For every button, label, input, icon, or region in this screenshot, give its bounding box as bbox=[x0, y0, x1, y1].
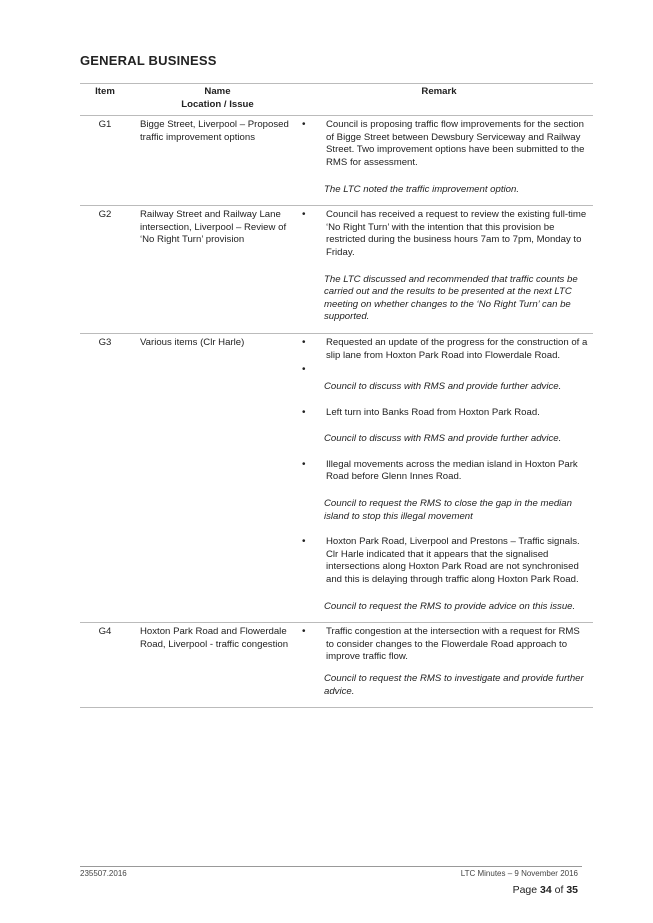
bullet-icon: • bbox=[302, 536, 306, 548]
remark-note: The LTC noted the traffic improvement option. bbox=[324, 183, 519, 195]
page-number bbox=[470, 884, 578, 896]
remark-bullet bbox=[300, 119, 589, 169]
remark-text: Council has received a request to review the existing full-time ‘No Right Turn’ with the intention that this provision be restricted during the business hours 7am to 7pm, Monday to Friday. bbox=[326, 209, 587, 258]
remark-text: Requested an update of the progress for the construction of a slip lane from Hoxton Park Road into Flowerdale Road. bbox=[326, 336, 588, 361]
row-item: G3 bbox=[98, 336, 112, 348]
table-header bbox=[80, 84, 593, 115]
remark-note: Council to discuss with RMS and provide further advice. bbox=[324, 433, 562, 445]
row-name: Railway Street and Railway Lane intersection, Liverpool – Review of ‘No Right Turn’ provision bbox=[140, 209, 287, 246]
remark-text: Illegal movements across the median island in Hoxton Park Road before Glenn Innes Road. bbox=[326, 458, 578, 483]
remark-bullet bbox=[300, 209, 589, 259]
footer-doc-ref: 235507.2016 bbox=[80, 869, 127, 878]
remark-bullet bbox=[300, 626, 589, 664]
bullet-icon: • bbox=[302, 458, 306, 470]
remark-note: Council to request the RMS to close the gap in the median island to stop this illegal movement bbox=[324, 498, 572, 522]
remark-text: Traffic congestion at the intersection with a request for RMS to consider changes to the Flowerdale Road approach to improve traffic flow. bbox=[326, 626, 580, 663]
row-remark bbox=[300, 209, 593, 324]
row-name: Hoxton Park Road and Flowerdale Road, Liverpool - traffic congestion bbox=[140, 626, 289, 650]
table-row bbox=[80, 623, 593, 707]
row-name: Various items (Clr Harle) bbox=[140, 336, 245, 348]
remark-bullet bbox=[300, 407, 589, 420]
page-title: GENERAL BUSINESS bbox=[80, 53, 217, 68]
bullet-icon: • bbox=[302, 119, 306, 131]
header-item: Item bbox=[95, 86, 115, 97]
bullet-icon: • bbox=[302, 626, 306, 638]
remark-note: Council to request the RMS to investigate and provide further advice. bbox=[324, 673, 584, 697]
header-name bbox=[130, 86, 305, 111]
bullet-icon: • bbox=[302, 336, 306, 348]
page-total: 35 bbox=[566, 884, 578, 896]
empty-bullet bbox=[300, 364, 589, 378]
business-table bbox=[80, 83, 593, 708]
page-current: 34 bbox=[540, 884, 552, 896]
row-item: G4 bbox=[98, 626, 112, 638]
bullet-icon: • bbox=[302, 209, 306, 221]
header-remark: Remark bbox=[421, 86, 457, 97]
remark-bullet bbox=[300, 536, 589, 586]
row-item: G1 bbox=[98, 119, 112, 131]
table-row bbox=[80, 116, 593, 205]
bullet-icon: • bbox=[302, 406, 306, 418]
row-item: G2 bbox=[98, 209, 112, 221]
table-row bbox=[80, 206, 593, 333]
row-name: Bigge Street, Liverpool – Proposed traffic improvement options bbox=[140, 119, 289, 143]
row-remark bbox=[300, 337, 593, 613]
footer-doc-title: LTC Minutes – 9 November 2016 bbox=[460, 869, 578, 878]
page-of: of bbox=[554, 884, 564, 896]
remark-note: Council to discuss with RMS and provide further advice. bbox=[324, 381, 562, 393]
remark-text: Hoxton Park Road, Liverpool and Prestons – Traffic signals. Clr Harle indicated that it appears that the signalised intersections along Hoxton Park Road are not synchronised and this is delaying through traffic along Hoxton Park Road. bbox=[326, 536, 580, 586]
table-row bbox=[80, 334, 593, 622]
remark-text: Council is proposing traffic flow improvements for the section of Bigge Street between Dewsbury Serviceway and Railway Street. Two improvement options have been submitted to the RMS for assessment. bbox=[326, 119, 585, 168]
page-label: Page bbox=[512, 884, 538, 896]
remark-bullet bbox=[300, 337, 589, 362]
bullet-icon: • bbox=[302, 364, 306, 376]
header-name-title: Name bbox=[204, 86, 231, 97]
row-remark bbox=[300, 626, 593, 698]
remark-bullet bbox=[300, 459, 589, 484]
footer-rule bbox=[80, 866, 582, 867]
remark-note: Council to request the RMS to provide advice on this issue. bbox=[324, 600, 576, 612]
remark-text: Left turn into Banks Road from Hoxton Park Road. bbox=[326, 406, 540, 418]
header-name-sub: Location / Issue bbox=[181, 98, 254, 110]
remark-note: The LTC discussed and recommended that traffic counts be carried out and the results to be presented at the next LTC meeting on whether changes to the ‘No Right Turn’ can be supported. bbox=[324, 273, 578, 323]
table-bottom-rule bbox=[80, 707, 593, 708]
row-remark bbox=[300, 119, 593, 196]
